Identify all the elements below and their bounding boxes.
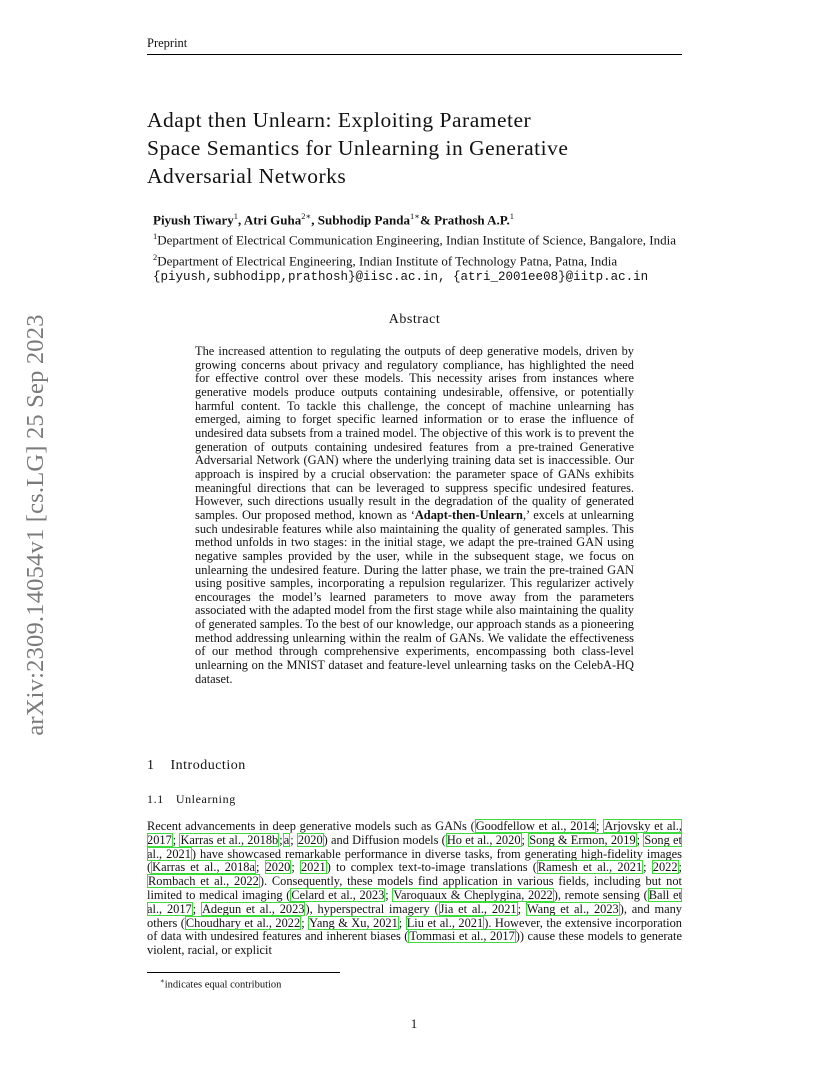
citation-link[interactable]: Choudhary et al., 2022 (185, 915, 301, 930)
subsection-number: 1.1 (147, 792, 164, 806)
author-emails: {piyush,subhodipp,prathosh}@iisc.ac.in, {atri_2001ee08}@iitp.ac.in (153, 269, 649, 284)
author-block (147, 208, 707, 286)
title-line: Adversarial Networks (147, 164, 347, 188)
citation-link[interactable]: Celard et al., 2023 (291, 887, 385, 902)
arxiv-stamp-text: arXiv:2309.14054v1 [cs.LG] 25 Sep 2023 (22, 314, 49, 736)
body-text: ). Consequently, these models find application in various fields, including but not limited to medical imaging ( (147, 874, 682, 902)
body-text: ; (517, 901, 526, 916)
citation-link[interactable]: Ho et al., 2020 (446, 832, 521, 847)
abstract-body (195, 345, 634, 686)
author-name: , Subhodip Panda (311, 212, 410, 228)
body-text: ; (398, 915, 406, 930)
footnote-rule (147, 972, 340, 973)
section-title: Introduction (170, 758, 246, 773)
body-text: ), hyperspectral imagery ( (305, 901, 439, 916)
citation-link[interactable]: 2020 (297, 832, 323, 847)
footnote (160, 977, 281, 991)
body-text: )) cause these models to generate violent, racial, or explicit (147, 929, 682, 958)
body-text: ; (636, 832, 644, 847)
body-text: ) to complex text-to-image translations ( (326, 860, 537, 875)
citation-link[interactable]: 2020 (265, 860, 291, 875)
abstract-text: ,’ excels at unlearning such undesirable features while also maintaining the quality of generated samples. This method unfolds in two stages: in the initial stage, we adapt the pre-trained GAN using negative samples provided by the user, while in the subsequent stage, we focus on unlearning the undesired feature. During the latter phase, we train the pre-trained GAN using positive samples, incorporating a repulsion regularizer. This regularizer actively encourages the model’s learned parameters to move away from the parameters associated with the adapted model from the first stage while also maintaining the quality of generated samples. To the best of our knowledge, our approach stands as a pioneering method addressing unlearning within the realm of GANs. We validate the effectiveness of our method through comprehensive experiments, encompassing both class-level unlearning on the MNIST dataset and feature-level unlearning tasks on the CelebA-HQ dataset. (195, 507, 634, 686)
citation-link[interactable]: 2021 (300, 860, 326, 875)
citation-link[interactable]: Jia et al., 2021 (439, 901, 517, 916)
body-text: ; (301, 915, 309, 930)
body-text: ; (279, 832, 283, 847)
paper-title (147, 106, 707, 190)
title-line: Space Semantics for Unlearning in Generative (147, 136, 569, 160)
subsection-title: Unlearning (175, 792, 236, 806)
citation-link[interactable]: a (283, 832, 290, 847)
affiliation-sup: 1 (153, 231, 158, 242)
citation-link[interactable]: Goodfellow et al., 2014 (475, 819, 596, 833)
citation-link[interactable]: 2022 (652, 860, 678, 875)
body-text: ; (643, 860, 652, 875)
body-text: ; (596, 819, 604, 833)
body-text: ; (290, 832, 297, 847)
author-name: & Prathosh A.P. (419, 212, 510, 228)
body-text: ). However, the extensive incorporation of data with undesired features and inherent biases ( (147, 915, 682, 944)
affiliation-text: Department of Electrical Engineering, Indian Institute of Technology Patna, Patna, India (157, 252, 618, 268)
section-heading (147, 758, 246, 774)
section-number: 1 (147, 758, 155, 773)
author-names (153, 208, 707, 228)
body-text: ; (678, 860, 682, 875)
affiliation-text: Department of Electrical Communication Engineering, Indian Institute of Science, Bangalore, India (157, 232, 676, 248)
page-number: 1 (410, 1016, 418, 1031)
subsection-heading (147, 792, 236, 807)
affiliation-2 (153, 249, 707, 269)
abstract-text: The increased attention to regulating the outputs of deep generative models, driven by growing concerns about privacy and regulatory compliance, has highlighted the need for effective control over these models. This necessity arises from instances where generative models produce outputs containing undesirable, offensive, or potentially harmful content. To tackle this challenge, the concept of machine unlearning has emerged, aiming to forget specific learned information or to erase the influence of undesired data subsets from a trained model. The objective of this work is to prevent the generation of outputs containing undesired features from a pre-trained Generative Adversarial Network (GAN) where the underlying training data set is inaccessible. Our approach is inspired by a crucial observation: the parameter space of GANs exhibits meaningful directions that can be leveraged to suppress specific undesired features. However, such directions usually result in the degradation of the quality of generated samples. Our proposed method, known as ‘ (195, 344, 634, 522)
body-text: ; (255, 860, 265, 875)
title-line: Adapt then Unlearn: Exploiting Parameter (147, 108, 532, 132)
body-text: ; (172, 832, 180, 847)
affiliation-sup: 2 (153, 251, 158, 262)
citation-link[interactable]: Ball et al., 2017 (147, 887, 682, 916)
author-name: Piyush Tiwary (153, 212, 234, 228)
body-text: ; (291, 860, 300, 875)
body-text: ) and Diffusion models ( (323, 832, 446, 847)
body-text: ) have showcased remarkable performance in diverse tasks, from generating high-fidelity images ( (147, 846, 682, 875)
citation-link[interactable]: Yang & Xu, 2021 (309, 915, 398, 930)
citation-link[interactable]: Ramesh et al., 2021 (537, 860, 643, 875)
intro-paragraph (147, 820, 682, 958)
author-sup: 2∗ (301, 211, 312, 221)
body-text: Recent advancements in deep generative models such as GANs ( (147, 819, 475, 833)
body-text: ; (385, 887, 393, 902)
citation-link[interactable]: Karras et al., 2018a (152, 860, 255, 875)
citation-link[interactable]: Song & Ermon, 2019 (529, 832, 636, 847)
citation-link[interactable]: Rombach et al., 2022 (148, 874, 259, 889)
running-head: Preprint (147, 36, 682, 55)
citation-link[interactable]: Liu et al., 2021 (406, 915, 484, 930)
citation-link[interactable]: Varoquaux & Cheplygina, 2022 (393, 887, 553, 902)
citation-link[interactable]: Wang et al., 2023 (526, 901, 619, 916)
body-text: ; (521, 832, 529, 847)
body-text: ; (192, 901, 201, 916)
author-name: , Atri Guha (238, 212, 302, 228)
footnote-text: indicates equal contribution (164, 979, 282, 991)
body-text: ), and many others ( (147, 901, 682, 930)
citation-link[interactable]: Song et al., 2021 (147, 832, 682, 861)
author-sup: 1 (509, 211, 515, 221)
body-text: ), remote sensing ( (553, 887, 648, 902)
affiliation-1 (153, 228, 707, 248)
citation-link[interactable]: Arjovsky et al., 2017 (147, 819, 682, 847)
abstract-heading: Abstract (388, 312, 441, 327)
citation-link[interactable]: Adegun et al., 2023 (201, 901, 305, 916)
method-name: Adapt-then-Unlearn (414, 507, 523, 522)
arxiv-stamp (24, 290, 48, 760)
citation-link[interactable]: Karras et al., 2018b (180, 832, 279, 847)
author-sup: 1 (233, 211, 239, 221)
footnote-marker: ∗ (160, 977, 165, 985)
author-sup: 1∗ (409, 211, 420, 221)
citation-link[interactable]: Tommasi et al., 2017 (409, 929, 515, 944)
